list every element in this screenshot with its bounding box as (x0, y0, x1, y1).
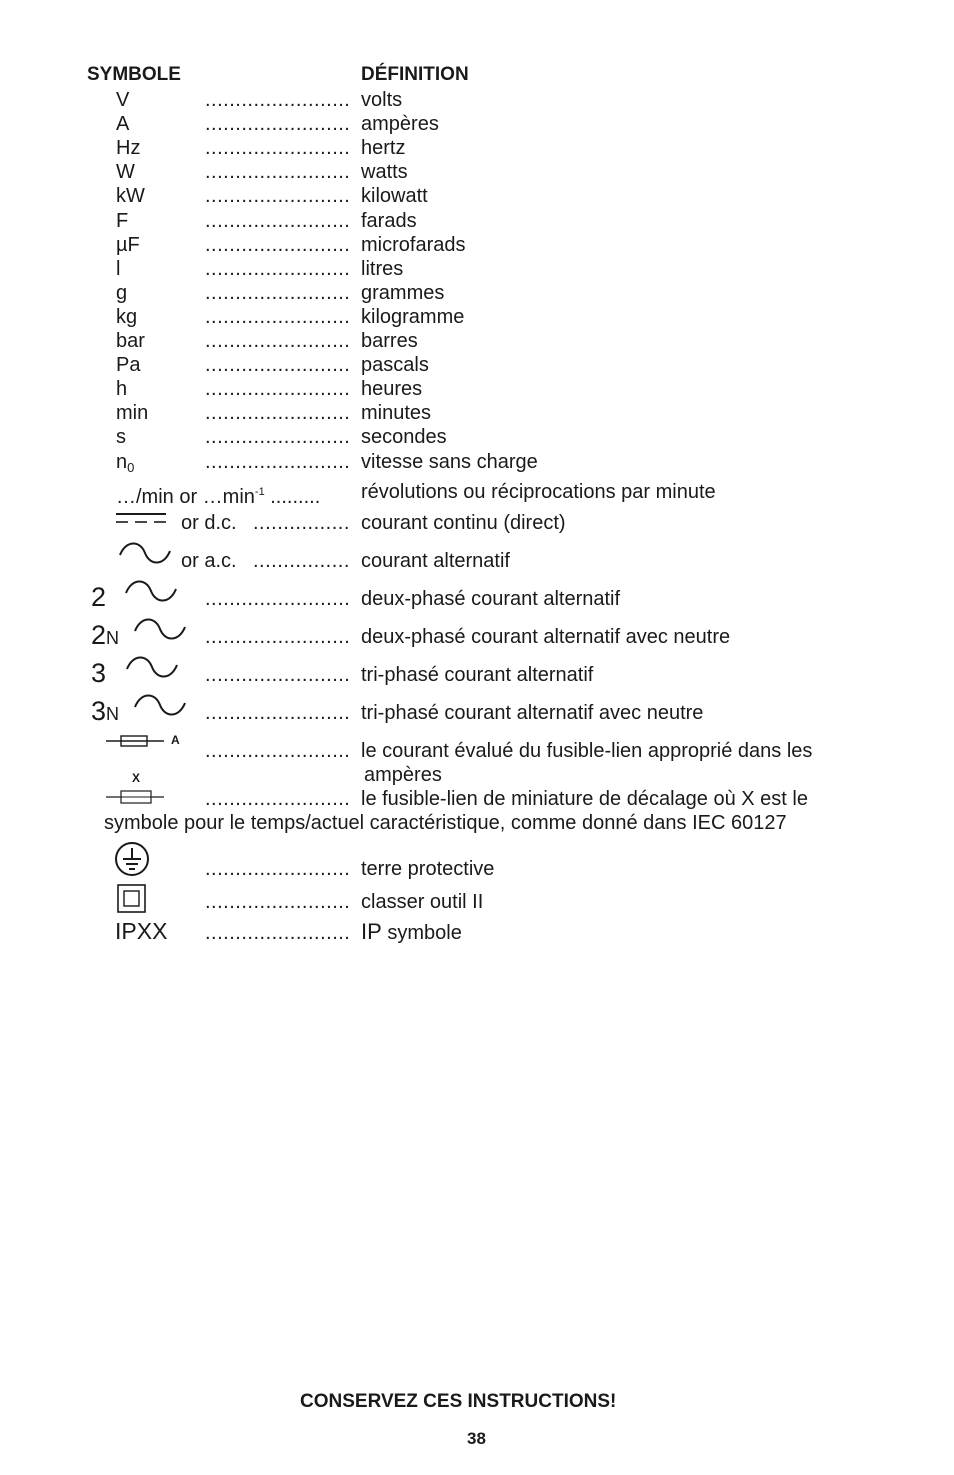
unit-symbol: h (116, 378, 128, 400)
unit-symbol: A (116, 113, 130, 135)
unit-definition: heures (361, 378, 423, 400)
unit-symbol: Hz (116, 137, 141, 159)
rpm-definition: révolutions ou réciprocations par minute (361, 481, 716, 503)
mini-fuse-label: X (132, 771, 141, 785)
fuse-definition-line1: le courant évalué du fusible-lien approprié dans les (361, 740, 813, 762)
ac-text: or a.c. (181, 550, 237, 572)
leader-dots: ........................ (205, 588, 351, 610)
unit-symbol: kg (116, 306, 138, 328)
phase-definition: deux-phasé courant alternatif (361, 588, 621, 610)
leader-dots: ........................ (205, 402, 351, 424)
leader-dots: ........................ (205, 210, 351, 232)
miniature-fuse-icon (106, 789, 164, 805)
mini-fuse-definition-line1: le fusible-lien de miniature de décalage où X est le (361, 788, 808, 810)
leader-dots: ........................ (205, 922, 351, 944)
alternating-current-icon (125, 576, 177, 606)
three-phase-digit: 3 (91, 658, 107, 688)
unit-symbol: g (116, 282, 128, 304)
unit-definition: litres (361, 258, 404, 280)
fuse-definition-line2: ampères (364, 764, 442, 786)
page-number: 38 (467, 1429, 486, 1448)
leader-dots: ........................ (205, 306, 351, 328)
unit-symbol: kW (116, 185, 145, 207)
direct-current-icon (116, 512, 168, 526)
class2-definition: classer outil II (361, 891, 484, 913)
phase-definition: deux-phasé courant alternatif avec neutre (361, 626, 731, 648)
phase-definition: tri-phasé courant alternatif avec neutre (361, 702, 704, 724)
unit-definition: volts (361, 89, 403, 111)
unit-definition: farads (361, 210, 417, 232)
unit-definition: hertz (361, 137, 406, 159)
leader-dots: ........................ (205, 626, 351, 648)
two-phase-neutral-symbol: 2N (91, 620, 120, 650)
symbol-column-header: SYMBOLE (87, 64, 181, 85)
dc-text: or d.c. (181, 512, 237, 534)
unit-symbol: W (116, 161, 135, 183)
unit-symbol: F (116, 210, 129, 232)
fuse-label: A (171, 733, 180, 747)
unit-symbol: µF (116, 234, 140, 256)
rpm-symbol: …/min or $\dots\min^{-1}$ ......... (116, 486, 321, 508)
fuse-icon (106, 734, 164, 748)
unit-definition: ampères (361, 113, 439, 135)
unit-symbol: Pa (116, 354, 141, 376)
leader-dots: ........................ (205, 234, 351, 256)
noload-symbol: $n_0$ (116, 451, 135, 475)
unit-symbol: l (116, 258, 121, 280)
unit-definition: kilowatt (361, 185, 428, 207)
leader-dots: ........................ (205, 858, 351, 880)
mini-fuse-definition-line2: symbole pour le temps/actuel caractéristique, comme donné dans IEC 60127 (104, 812, 787, 834)
unit-definition: grammes (361, 282, 445, 304)
alternating-current-icon (134, 690, 186, 720)
unit-definition: pascals (361, 354, 429, 376)
leader-dots: ........................ (205, 354, 351, 376)
unit-symbol: s (116, 426, 126, 448)
unit-definition: microfarads (361, 234, 466, 256)
unit-definition: barres (361, 330, 418, 352)
class-two-tool-icon (117, 884, 147, 914)
alternating-current-icon (134, 614, 186, 644)
unit-symbol: V (116, 89, 130, 111)
leader-dots: ........................ (205, 137, 351, 159)
leader-dots: ................ (253, 512, 350, 534)
leader-dots: ........................ (205, 330, 351, 352)
ip-symbol: IPXX (115, 918, 168, 944)
unit-symbol: min (116, 402, 149, 424)
leader-dots: ........................ (205, 788, 351, 810)
unit-definition: secondes (361, 426, 447, 448)
unit-symbol: bar (116, 330, 145, 352)
noload-definition: vitesse sans charge (361, 451, 538, 473)
three-phase-neutral-symbol: 3N (91, 696, 120, 726)
definition-column-header: DÉFINITION (361, 64, 469, 85)
leader-dots: ........................ (205, 282, 351, 304)
alternating-current-icon (119, 538, 171, 568)
unit-definition: kilogramme (361, 306, 465, 328)
leader-dots: ........................ (205, 426, 351, 448)
leader-dots: ........................ (205, 378, 351, 400)
ip-definition: IP symbole (361, 919, 462, 944)
two-phase-digit: 2 (91, 582, 107, 612)
leader-dots: ........................ (205, 664, 351, 686)
earth-definition: terre protective (361, 858, 495, 880)
unit-definition: minutes (361, 402, 432, 424)
protective-earth-icon (115, 842, 151, 878)
leader-dots: ........................ (205, 113, 351, 135)
leader-dots: ........................ (205, 89, 351, 111)
unit-definition: watts (361, 161, 408, 183)
alternating-current-icon (126, 652, 178, 682)
leader-dots: ................ (253, 550, 350, 572)
leader-dots: ........................ (205, 891, 351, 913)
leader-dots: ........................ (205, 161, 351, 183)
dc-definition: courant continu (direct) (361, 512, 566, 534)
leader-dots: ........................ (205, 702, 351, 724)
phase-definition: tri-phasé courant alternatif (361, 664, 594, 686)
ac-definition: courant alternatif (361, 550, 510, 572)
leader-dots: ........................ (205, 258, 351, 280)
leader-dots: ........................ (205, 740, 351, 762)
leader-dots: ........................ (205, 451, 351, 473)
footer-note: CONSERVEZ CES INSTRUCTIONS! (300, 1391, 617, 1412)
leader-dots: ........................ (205, 185, 351, 207)
